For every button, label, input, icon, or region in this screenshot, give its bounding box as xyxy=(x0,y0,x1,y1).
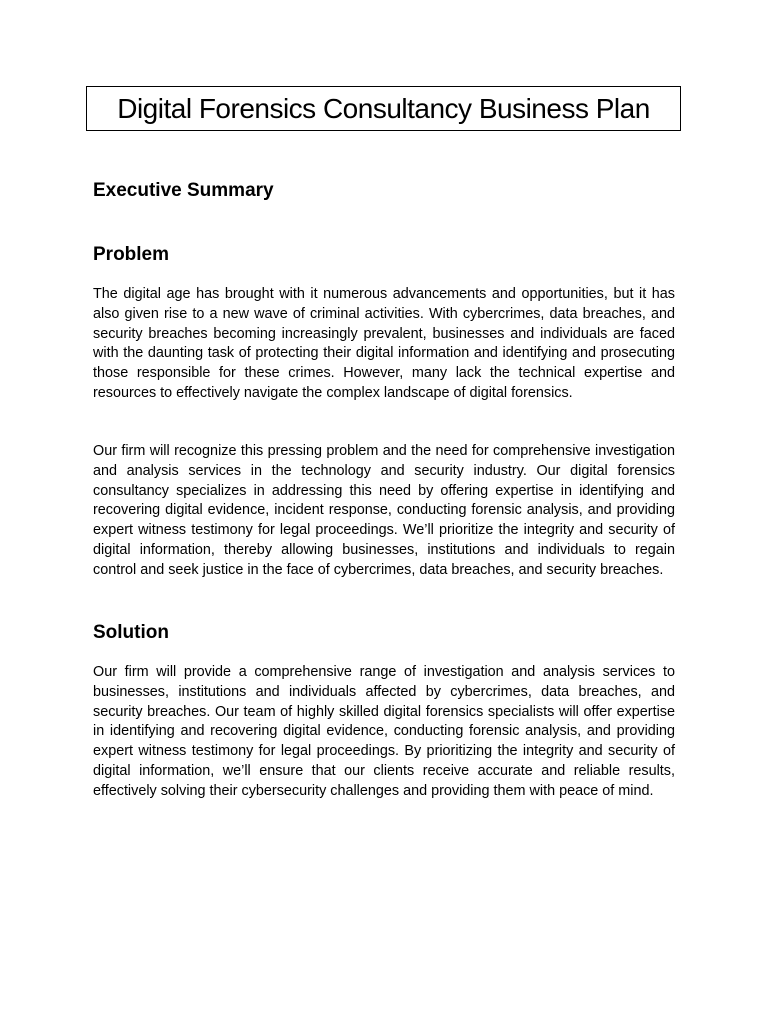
problem-heading: Problem xyxy=(93,244,170,265)
solution-heading: Solution xyxy=(93,622,169,643)
problem-paragraph-2: Our firm will recognize this pressing problem and the need for comprehensive investigation and analysis services in the technology and security industry. Our digital forensics consultancy specializes in addressing this need by offering expertise in identifying and recovering digital evidence, incident response, conducting forensic analysis, and providing expert witness testimony for legal proceedings. We’ll prioritize the integrity and security of digital information, thereby allowing businesses, institutions and individuals to regain control and seek justice in the face of cybercrimes, data breaches, and security breaches. xyxy=(93,443,675,578)
solution-paragraph-1: Our firm will provide a comprehensive range of investigation and analysis services to businesses, institutions and individuals affected by cybercrimes, data breaches, and security breaches. Our team of highly skilled digital forensics specialists will offer expertise in identifying and recovering digital evidence, conducting forensic analysis, and providing expert witness testimony for legal proceedings. By prioritizing the integrity and security of digital information, we’ll ensure that our clients receive accurate and reliable results, effectively solving their cybersecurity challenges and providing them with peace of mind. xyxy=(93,664,675,799)
title-box xyxy=(86,86,681,131)
problem-paragraph-1: The digital age has brought with it numerous advancements and opportunities, but it has also given rise to a new wave of criminal activities. With cybercrimes, data breaches, and security breaches becoming increasingly prevalent, businesses and individuals are faced with the daunting task of protecting their digital information and identifying and prosecuting those responsible for these crimes. However, many lack the technical expertise and resources to effectively navigate the complex landscape of digital forensics. xyxy=(93,286,675,401)
executive-summary-heading: Executive Summary xyxy=(93,180,274,201)
document-title: Digital Forensics Consultancy Business Plan xyxy=(117,92,650,124)
